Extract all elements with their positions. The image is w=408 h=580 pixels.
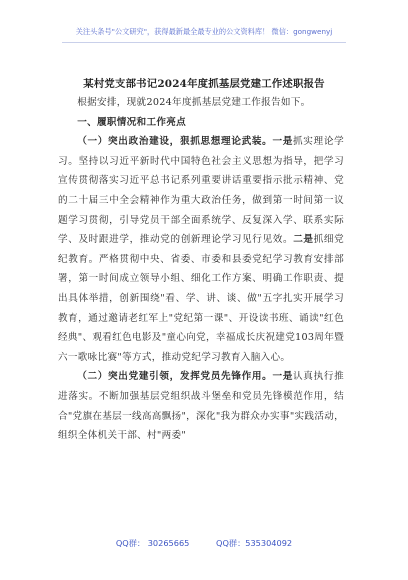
header-banner: 关注头条号"公文研究"，获得最新最全最专业的公文资料库！ 微信：gongwenyj [75,27,333,36]
point-marker: 一是 [272,371,293,383]
paragraph-heading: （二）突出党建引领，发挥党员先锋作用。 [77,371,273,383]
point-marker: 二是 [293,234,314,246]
paragraph-party-leadership [58,367,344,445]
footer-qq-group-1: QQ群： 30265665 [115,538,190,548]
intro-paragraph: 根据安排，现就2024年度抓基层党建工作报告如下。 [77,97,311,108]
paragraph-political-building [58,132,344,367]
paragraph-text: 认真执行推进落实。不断加强基层党组织战斗堡垒和党员先锋模范作用，结合"党旗在基层一线高高飘扬"，深化"我为群众办实事"实践活动，组织全体机关干部、村"两委" [58,371,344,442]
footer-qq-group-2: QQ群：535304092 [216,538,293,548]
section-heading: 一、履职情况和工作亮点 [77,116,187,128]
document-body [58,93,344,446]
header-divider [62,42,346,43]
point-marker: 一是 [272,136,293,148]
document-title: 某村党支部书记2024年度抓基层党建工作述职报告 [83,78,325,90]
paragraph-text: 抓实理论学习。坚持以习近平新时代中国特色社会主义思想为指导，把学习宣传贯彻落实习近平总书记系列重要讲话重要指示批示精神、党的二十届三中全会精神作为重大政治任务，做到第一时间第一议题学习贯彻，引导党员干部全面系统学、反复深入学、联系实际学、及时跟进学，推动党的创新理论学习见行见效。 [58,136,344,246]
paragraph-heading: （一）突出政治建设，狠抓思想理论武装。 [77,136,273,148]
paragraph-text: 抓细党纪教育。严格贯彻中央、省委、市委和县委党纪学习教育安排部署，第一时间成立领导小组、细化工作方案、明确工作职责、提出具体举措，创新围绕"看、学、讲、谈、做"五字扎实开展学习教育，通过邀请老红军上"党纪第一课"、开设读书班、诵读"红色经典"、观看红色电影及"童心向党，幸福成长庆祝建党103周年暨六一歌咏比赛"等方式，推动党纪学习教育入脑入心。 [58,234,344,363]
footer [0,538,408,549]
